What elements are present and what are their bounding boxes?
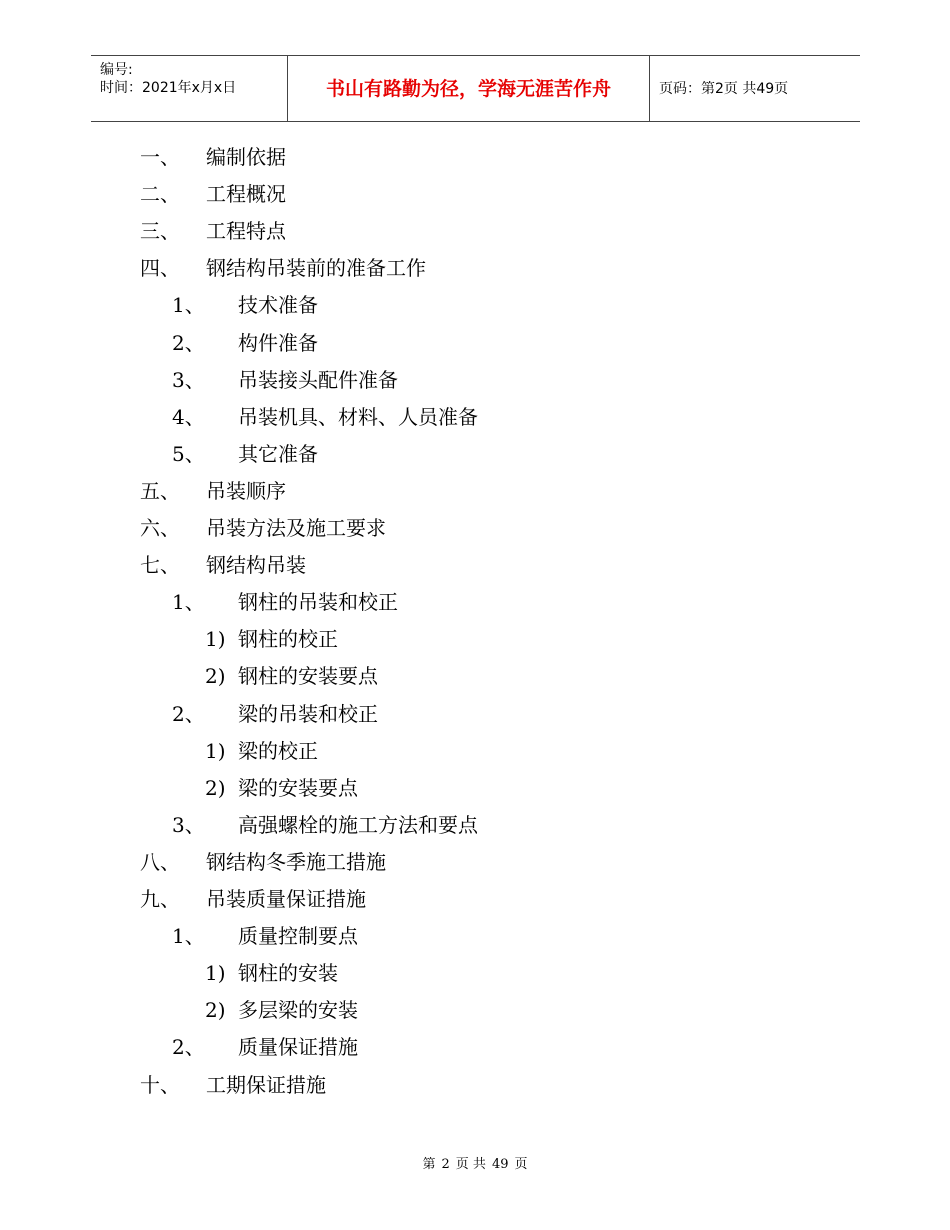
toc-entry-number: 3、: [172, 812, 205, 837]
toc-entry-number: 2、: [172, 1035, 205, 1060]
header-motto-cell: [287, 56, 650, 121]
toc-entry-title: 梁的校正: [238, 738, 318, 763]
toc-entry-number: 六、: [140, 516, 180, 540]
toc-entry-title: 技术准备: [238, 293, 318, 318]
page-label: 页码：第2页 共49页: [659, 81, 789, 97]
toc-entry-title: 吊装方法及施工要求: [206, 516, 386, 540]
toc-entry-title: 钢柱的吊装和校正: [238, 590, 398, 615]
toc-entry-title: 高强螺栓的施工方法和要点: [238, 812, 478, 837]
toc-entry-number: 七、: [140, 553, 180, 578]
footer-mid: 页 共: [455, 1157, 486, 1172]
toc-entry-number: 1、: [172, 924, 205, 949]
toc-entry-title: 吊装质量保证措施: [206, 887, 366, 911]
footer-page-number: 2: [441, 1157, 450, 1172]
toc-entry-title: 质量保证措施: [238, 1035, 358, 1060]
toc-entry-title: 钢结构冬季施工措施: [206, 849, 386, 874]
toc-entry-title: 梁的吊装和校正: [238, 701, 378, 726]
toc-entry-number: 1): [205, 738, 226, 763]
toc-entry-title: 多层梁的安装: [238, 998, 358, 1023]
toc-entry-number: 2): [205, 775, 226, 800]
time-label: 时间：2021年x月x日: [100, 80, 237, 96]
document-header: [91, 55, 860, 122]
toc-entry-title: 其它准备: [238, 441, 318, 466]
toc-entry-title: 钢结构吊装前的准备工作: [206, 256, 426, 281]
toc-entry-title: 工程概况: [206, 182, 286, 207]
toc-entry-number: 1、: [172, 590, 205, 615]
toc-entry-title: 构件准备: [238, 330, 318, 355]
toc-entry-title: 质量控制要点: [238, 924, 358, 949]
footer-prefix: 第: [422, 1157, 436, 1172]
toc-entry-number: 十、: [140, 1072, 180, 1097]
toc-entry-title: 吊装机具、材料、人员准备: [238, 404, 478, 429]
toc-entry-number: 4、: [172, 404, 205, 429]
toc-entry-title: 工期保证措施: [206, 1072, 326, 1097]
toc-entry-title: 钢结构吊装: [206, 553, 306, 578]
toc-entry-title: 吊装顺序: [206, 478, 286, 503]
toc-entry-number: 九、: [140, 887, 180, 911]
toc-entry-number: 3、: [172, 367, 205, 392]
toc-entry-number: 2): [205, 664, 226, 689]
toc-entry-number: 2、: [172, 330, 205, 355]
toc-entry-number: 5、: [172, 441, 205, 466]
toc-entry-number: 2): [205, 998, 226, 1023]
footer-total-pages: 49: [491, 1157, 509, 1172]
toc-entry-title: 钢柱的安装: [238, 961, 338, 986]
toc-entry-number: 1、: [172, 293, 205, 318]
header-meta-cell: [91, 56, 287, 121]
toc-entry-number: 三、: [140, 219, 180, 244]
toc-entry-title: 梁的安装要点: [238, 775, 358, 800]
toc-entry-title: 钢柱的安装要点: [238, 664, 378, 689]
toc-entry-title: 钢柱的校正: [238, 627, 338, 652]
toc-entry-title: 工程特点: [206, 219, 286, 244]
toc-entry-number: 1): [205, 961, 226, 986]
header-page-cell: [650, 56, 860, 121]
page-footer: [0, 1156, 950, 1174]
footer-suffix: 页: [514, 1157, 528, 1172]
toc-entry-number: 五、: [140, 478, 180, 503]
toc-entry-number: 二、: [140, 182, 180, 207]
toc-entry-title: 编制依据: [206, 145, 286, 169]
toc-entry-number: 一、: [140, 145, 180, 169]
toc-entry-number: 八、: [140, 849, 180, 874]
motto-text: 书山有路勤为径，学海无涯苦作舟: [325, 78, 611, 100]
serial-label: 编号:: [100, 62, 133, 78]
toc-entry-number: 四、: [140, 256, 180, 281]
toc-entry-number: 2、: [172, 701, 205, 726]
toc-entry-number: 1): [205, 627, 226, 652]
toc-entry-title: 吊装接头配件准备: [238, 367, 398, 392]
